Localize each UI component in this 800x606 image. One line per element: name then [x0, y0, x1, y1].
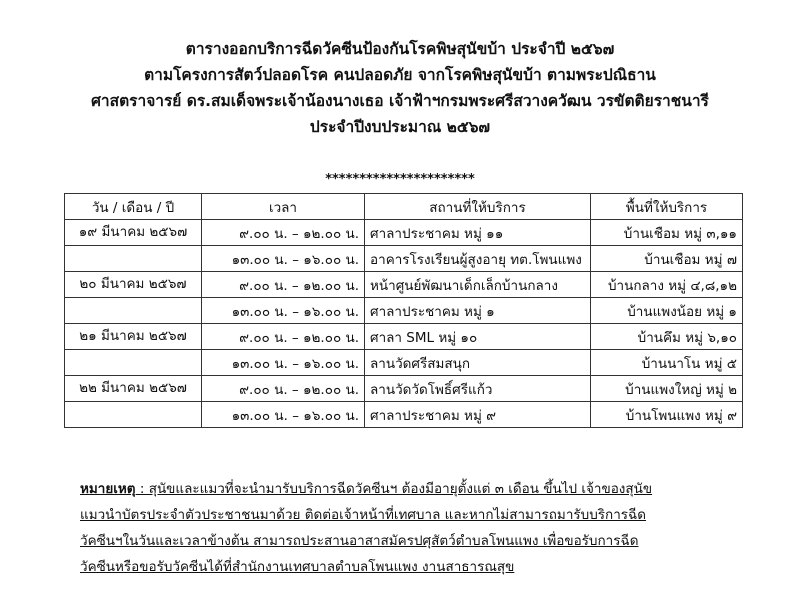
header-date: วัน / เดือน / ปี [65, 194, 202, 220]
cell-time: ๙.๐๐ น. – ๑๒.๐๐ น. [202, 272, 365, 298]
remark-section [80, 476, 732, 580]
cell-area: บ้านกลาง หมู่ ๔,๘,๑๒ [591, 272, 743, 298]
cell-time: ๙.๐๐ น. – ๑๒.๐๐ น. [202, 220, 365, 246]
header-place: สถานที่ให้บริการ [365, 194, 591, 220]
table-row [65, 324, 743, 350]
cell-area: บ้านแพงน้อย หมู่ ๑ [591, 298, 743, 324]
cell-time: ๑๓.๐๐ น. – ๑๖.๐๐ น. [202, 350, 365, 376]
cell-time: ๑๓.๐๐ น. – ๑๖.๐๐ น. [202, 298, 365, 324]
cell-place: หน้าศูนย์พัฒนาเด็กเล็กบ้านกลาง [365, 272, 591, 298]
cell-time: ๙.๐๐ น. – ๑๒.๐๐ น. [202, 324, 365, 350]
header-time: เวลา [202, 194, 365, 220]
table-row [65, 350, 743, 376]
table-row [65, 298, 743, 324]
header-area: พื้นที่ให้บริการ [591, 194, 743, 220]
cell-date [65, 350, 202, 376]
cell-area: บ้านคึม หมู่ ๖,๑๐ [591, 324, 743, 350]
remark-line-1 [80, 476, 732, 502]
document-title [0, 36, 800, 140]
separator: ********************** [325, 172, 475, 187]
cell-date: ๒๐ มีนาคม ๒๕๖๗ [65, 272, 202, 298]
cell-time: ๑๓.๐๐ น. – ๑๖.๐๐ น. [202, 246, 365, 272]
cell-date: ๒๒ มีนาคม ๒๕๖๗ [65, 376, 202, 402]
cell-place: ลานวัดวัดโพธิ์ศรีแก้ว [365, 376, 591, 402]
cell-place: ลานวัดศรีสมสนุก [365, 350, 591, 376]
cell-place: อาคารโรงเรียนผู้สูงอายุ ทต.โพนแพง [365, 246, 591, 272]
cell-date: ๒๑ มีนาคม ๒๕๖๗ [65, 324, 202, 350]
remark-line-2: แมวนำบัตรประจำตัวประชาชนมาด้วย ติดต่อเจ้าหน้าที่เทศบาล และหากไม่สามารถมารับบริการฉีด [80, 507, 647, 523]
remark-line-3: วัคซีนฯในวันและเวลาข้างต้น สามารถประสานอาสาสมัครปศุสัตว์ตำบลโพนแพง เพื่อขอรับการฉีด [80, 533, 639, 549]
title-line-3: ศาสตราจารย์ ดร.สมเด็จพระเจ้าน้องนางเธอ เจ้าฟ้าฯกรมพระศรีสวางควัฒน วรขัตติยราชนารี [91, 92, 709, 110]
schedule-table [64, 193, 743, 428]
cell-place: ศาลา SML หมู่ ๑๐ [365, 324, 591, 350]
cell-time: ๙.๐๐ น. – ๑๒.๐๐ น. [202, 376, 365, 402]
cell-area: บ้านนาโน หมู่ ๕ [591, 350, 743, 376]
title-line-2: ตามโครงการสัตว์ปลอดโรค คนปลอดภัย จากโรคพิษสุนัขบ้า ตามพระปณิธาน [144, 66, 656, 84]
remark-label: หมายเหตุ [80, 481, 136, 497]
cell-place: ศาลาประชาคม หมู่ ๙ [365, 402, 591, 428]
cell-area: บ้านเชือม หมู่ ๗ [591, 246, 743, 272]
cell-date: ๑๙ มีนาคม ๒๕๖๗ [65, 220, 202, 246]
cell-date [65, 298, 202, 324]
cell-place: ศาลาประชาคม หมู่ ๑๑ [365, 220, 591, 246]
cell-area: บ้านโพนแพง หมู่ ๙ [591, 402, 743, 428]
title-line-1: ตารางออกบริการฉีดวัคซีนป้องกันโรคพิษสุนัขบ้า ประจำปี ๒๕๖๗ [185, 40, 615, 58]
cell-area: บ้านเชือม หมู่ ๓,๑๑ [591, 220, 743, 246]
cell-place: ศาลาประชาคม หมู่ ๑ [365, 298, 591, 324]
table-row [65, 376, 743, 402]
cell-time: ๑๓.๐๐ น. – ๑๖.๐๐ น. [202, 402, 365, 428]
cell-date [65, 402, 202, 428]
table-row [65, 402, 743, 428]
remark-line-4: วัคซีนหรือขอรับวัคซีนได้ที่สำนักงานเทศบาลตำบลโพนแพง งานสาธารณสุข [80, 559, 515, 575]
title-line-4: ประจำปีงบประมาณ ๒๕๖๗ [309, 118, 491, 136]
cell-date [65, 246, 202, 272]
table-row [65, 272, 743, 298]
table-row [65, 220, 743, 246]
table-row [65, 246, 743, 272]
table-header-row [65, 194, 743, 220]
remark-text-1: : สุนัขและแมวที่จะนำมารับบริการฉีดวัคซีนฯ ต้องมีอายุตั้งแต่ ๓ เดือน ขึ้นไป เจ้าของสุนัข [135, 481, 653, 497]
cell-area: บ้านแพงใหญ่ หมู่ ๒ [591, 376, 743, 402]
